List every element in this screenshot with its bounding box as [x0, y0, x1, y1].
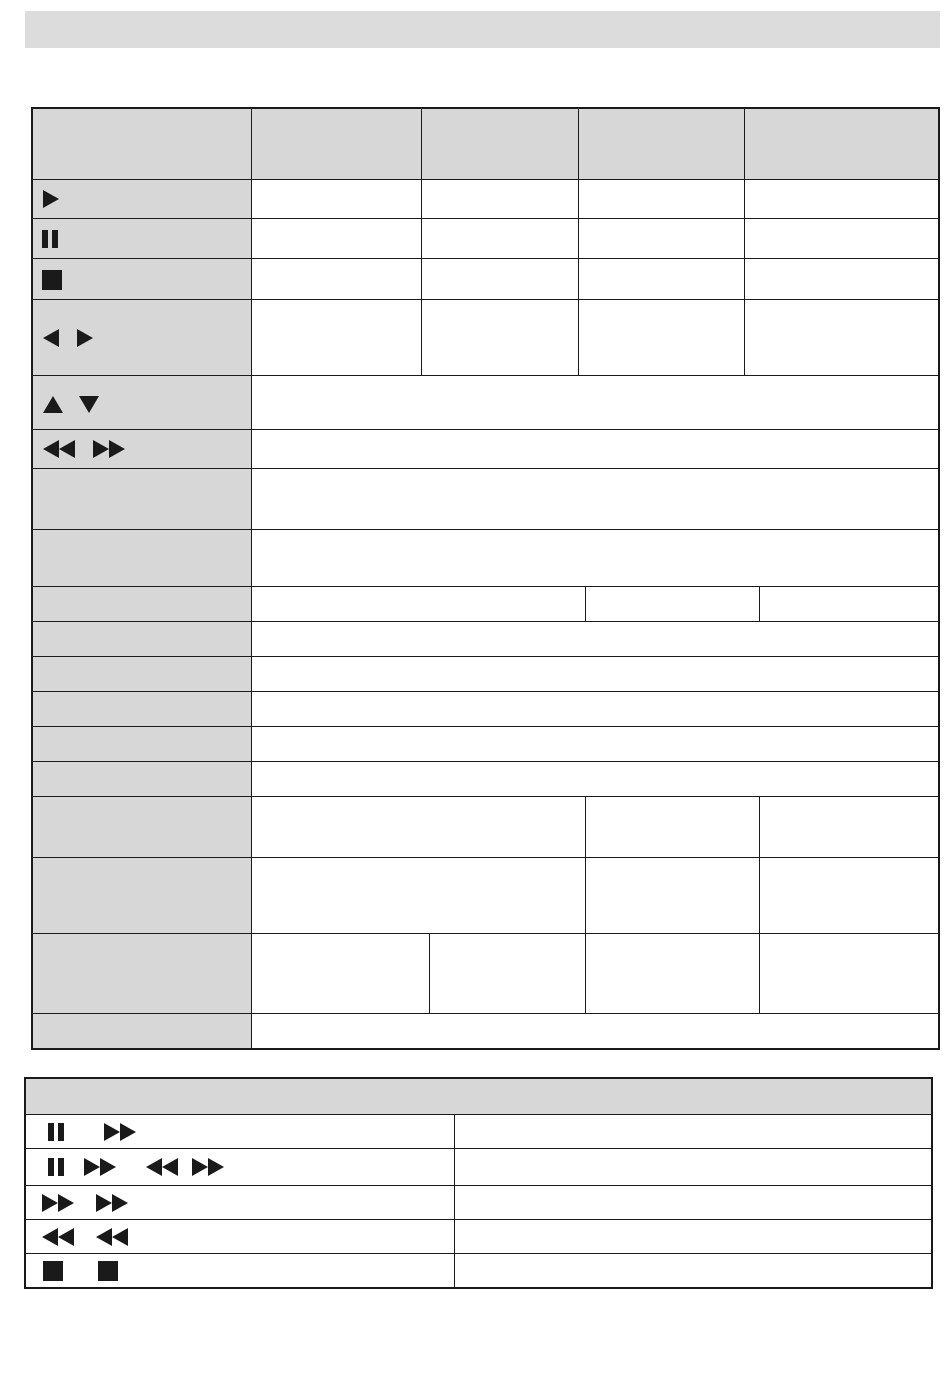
table-cell — [744, 258, 939, 300]
table-cell — [251, 857, 586, 934]
table-cell — [251, 691, 939, 727]
table-cell — [585, 933, 760, 1014]
table-cell — [251, 1013, 939, 1049]
table-cell — [578, 299, 745, 376]
table-row-label — [32, 429, 252, 469]
page-header-bar — [25, 11, 940, 48]
table-cell — [251, 656, 939, 692]
pause-fast-forward-icon — [46, 1122, 146, 1142]
table-cell — [759, 933, 939, 1014]
table-cell — [744, 299, 939, 376]
table-cell — [421, 299, 579, 376]
rewind-rewind-icon — [40, 1227, 140, 1247]
table-row-label — [32, 656, 252, 692]
table-cell — [454, 1253, 932, 1288]
table-cell — [744, 179, 939, 219]
table-header-cell — [32, 108, 252, 180]
table-cell — [251, 218, 422, 259]
table-cell — [454, 1219, 932, 1254]
play-icon — [41, 189, 61, 209]
table-row-label — [25, 1185, 455, 1220]
table-row-label — [32, 218, 252, 259]
table-row-label — [32, 258, 252, 300]
table-cell — [759, 857, 939, 934]
table-cell — [251, 796, 586, 858]
table-row-label — [25, 1148, 455, 1186]
table-row-label — [25, 1219, 455, 1254]
table-cell — [251, 258, 422, 300]
table-row-label — [32, 761, 252, 797]
table-cell — [585, 796, 760, 858]
table-row-label — [32, 375, 252, 430]
table-cell — [759, 796, 939, 858]
left-right-arrows-icon — [41, 328, 97, 348]
table-row-label — [32, 299, 252, 376]
pause-icon — [41, 229, 61, 249]
table-cell — [251, 761, 939, 797]
table-row-label — [32, 1013, 252, 1049]
table-row-label — [32, 796, 252, 858]
up-down-arrows-icon — [41, 394, 105, 414]
table-cell — [429, 933, 586, 1014]
stop-icon — [41, 269, 63, 291]
table-cell — [578, 179, 745, 219]
table-row-label — [25, 1253, 455, 1288]
table-row-label — [32, 529, 252, 587]
table-row-label — [32, 621, 252, 657]
table-row-label — [32, 691, 252, 727]
table-cell — [251, 429, 939, 469]
table-cell — [585, 857, 760, 934]
table-header-cell — [251, 108, 422, 180]
table-cell — [578, 218, 745, 259]
table-cell — [759, 586, 939, 622]
table-cell — [578, 258, 745, 300]
table-cell — [585, 586, 760, 622]
stop-stop-icon — [42, 1260, 122, 1282]
table-cell — [454, 1148, 932, 1186]
table-cell — [251, 179, 422, 219]
table-cell — [454, 1114, 932, 1149]
table-cell — [251, 933, 430, 1014]
table-cell — [421, 218, 579, 259]
table-cell — [251, 586, 586, 622]
pause-fast-forward-rewind-fast-forward-icon — [46, 1157, 256, 1177]
table-row-label — [32, 586, 252, 622]
table-row-label — [32, 933, 252, 1014]
table-cell — [421, 258, 579, 300]
table-row-label — [32, 857, 252, 934]
table-cell — [251, 375, 939, 430]
rewind-fast-forward-icon — [41, 439, 129, 459]
table-row-label — [32, 726, 252, 762]
table-cell — [251, 529, 939, 587]
table-cell — [251, 726, 939, 762]
table-row-label — [32, 179, 252, 219]
table-cell — [251, 621, 939, 657]
table-cell — [454, 1185, 932, 1220]
table-header-cell — [25, 1078, 932, 1115]
table-cell — [251, 468, 939, 530]
table-header-cell — [744, 108, 939, 180]
table-row-label — [32, 468, 252, 530]
table-cell — [744, 218, 939, 259]
table-header-cell — [421, 108, 579, 180]
table-cell — [421, 179, 579, 219]
fast-forward-fast-forward-icon — [40, 1193, 140, 1213]
table-row-label — [25, 1114, 455, 1149]
table-header-cell — [578, 108, 745, 180]
table-cell — [251, 299, 422, 376]
